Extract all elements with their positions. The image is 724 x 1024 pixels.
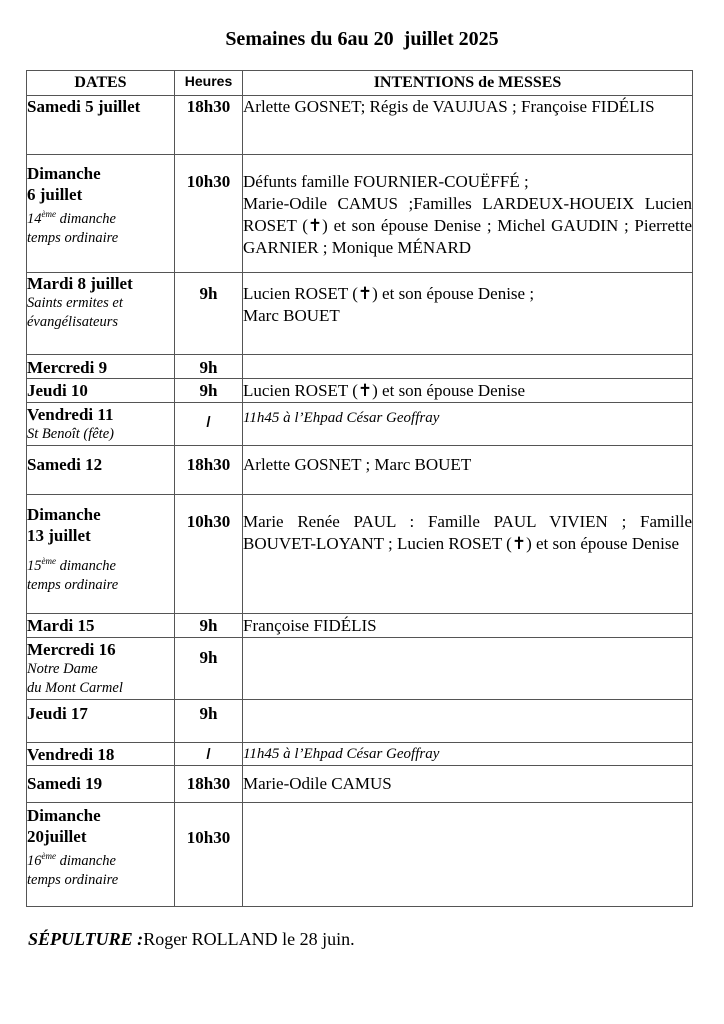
sunday-ordinal: 16 bbox=[27, 852, 42, 869]
intention-cell: Lucien ROSET (✝) et son épouse Denise bbox=[243, 379, 693, 403]
date-label: Dimanche bbox=[27, 505, 101, 524]
intention-cell bbox=[243, 355, 693, 379]
intention-cell: Françoise FIDÉLIS bbox=[243, 614, 693, 638]
hour-cell: 18h30 bbox=[175, 446, 243, 495]
date-label: Dimanche bbox=[27, 806, 101, 825]
liturgical-season: temps ordinaire bbox=[27, 229, 119, 246]
feast-label: Saints ermites et bbox=[27, 295, 123, 311]
date-cell bbox=[27, 273, 175, 355]
liturgical-season: temps ordinaire bbox=[27, 576, 119, 593]
burial-note bbox=[28, 929, 355, 950]
burial-label: SÉPULTURE : bbox=[28, 929, 144, 949]
page-title: Semaines du 6au 20 juillet 2025 bbox=[225, 28, 499, 50]
intention-line: Défunts famille FOURNIER-COUËFFÉ ; bbox=[243, 172, 529, 191]
liturgical-sunday bbox=[27, 552, 174, 576]
sunday-ordinal: 14 bbox=[27, 210, 42, 227]
hour-cell: 18h30 bbox=[175, 96, 243, 155]
date-cell bbox=[27, 155, 175, 273]
table-row bbox=[27, 743, 693, 766]
table-row bbox=[27, 614, 693, 638]
date-label: Jeudi 10 bbox=[27, 381, 88, 400]
date-label: Mardi 15 bbox=[27, 616, 95, 635]
date-cell bbox=[27, 495, 175, 614]
feast-label-2: du Mont Carmel bbox=[27, 680, 123, 696]
date-label-day: 13 juillet bbox=[27, 526, 91, 545]
hour-cell: 9h bbox=[175, 273, 243, 355]
date-cell bbox=[27, 379, 175, 403]
table-row bbox=[27, 766, 693, 803]
intention-cell bbox=[243, 638, 693, 700]
table-row bbox=[27, 700, 693, 743]
intention-cell bbox=[243, 155, 693, 273]
header-dates: DATES bbox=[27, 71, 175, 96]
intention-cell: 11h45 à l’Ehpad César Geoffray bbox=[243, 403, 693, 446]
hour-cell: 9h bbox=[175, 614, 243, 638]
feast-label: St Benoît (fête) bbox=[27, 426, 114, 442]
liturgical-sunday bbox=[27, 205, 174, 229]
ordinal-suffix: ème bbox=[41, 209, 56, 219]
intention-line: Lucien ROSET (✝) et son épouse Denise ; bbox=[243, 284, 535, 303]
table-row bbox=[27, 803, 693, 907]
sunday-text: dimanche bbox=[56, 557, 116, 574]
table-row bbox=[27, 446, 693, 495]
date-label: Samedi 5 juillet bbox=[27, 97, 141, 116]
date-cell bbox=[27, 743, 175, 766]
ordinal-suffix: ème bbox=[41, 556, 56, 566]
table-row bbox=[27, 273, 693, 355]
hour-cell: 9h bbox=[175, 355, 243, 379]
hour-cell: 10h30 bbox=[175, 155, 243, 273]
date-cell bbox=[27, 766, 175, 803]
date-label: Vendredi 11 bbox=[27, 405, 114, 424]
hour-cell: 9h bbox=[175, 379, 243, 403]
intention-cell: Marie Renée PAUL : Famille PAUL VIVIEN ; Famille BOUVET-LOYANT ; Lucien ROSET (✝) et son épouse Denise bbox=[243, 495, 693, 614]
date-cell bbox=[27, 96, 175, 155]
intention-cell bbox=[243, 273, 693, 355]
date-cell bbox=[27, 803, 175, 907]
hour-cell: 18h30 bbox=[175, 766, 243, 803]
table-header-row bbox=[27, 71, 693, 96]
intention-line: Marc BOUET bbox=[243, 306, 340, 325]
mass-intentions-table bbox=[26, 70, 693, 907]
table-row bbox=[27, 355, 693, 379]
intention-cell bbox=[243, 803, 693, 907]
date-cell bbox=[27, 614, 175, 638]
sunday-text: dimanche bbox=[56, 852, 116, 869]
date-label: Samedi 12 bbox=[27, 455, 103, 474]
feast-label-2: évangélisateurs bbox=[27, 314, 119, 330]
hour-cell: 10h30 bbox=[175, 495, 243, 614]
date-label: Vendredi 18 bbox=[27, 745, 115, 764]
hour-cell: 9h bbox=[175, 700, 243, 743]
intention-cell: Arlette GOSNET; Régis de VAUJUAS ; Françoise FIDÉLIS bbox=[243, 96, 693, 155]
date-cell bbox=[27, 446, 175, 495]
intention-cell: 11h45 à l’Ehpad César Geoffray bbox=[243, 743, 693, 766]
date-label-day: 6 juillet bbox=[27, 185, 83, 204]
sunday-text: dimanche bbox=[56, 210, 116, 227]
liturgical-season: temps ordinaire bbox=[27, 871, 119, 888]
table-row bbox=[27, 96, 693, 155]
hour-cell: / bbox=[175, 743, 243, 766]
liturgical-sunday bbox=[27, 847, 174, 871]
intention-cell: Marie-Odile CAMUS bbox=[243, 766, 693, 803]
intention-line: Marie-Odile CAMUS ;Familles LARDEUX-HOUEIX Lucien ROSET (✝) et son épouse Denise ; Michel GAUDIN ; Pierrette GARNIER ; Monique MÉNARD bbox=[243, 194, 692, 257]
date-cell bbox=[27, 700, 175, 743]
date-cell bbox=[27, 403, 175, 446]
date-cell bbox=[27, 355, 175, 379]
sunday-ordinal: 15 bbox=[27, 557, 42, 574]
table-row bbox=[27, 495, 693, 614]
ordinal-suffix: ème bbox=[41, 851, 56, 861]
date-cell bbox=[27, 638, 175, 700]
date-label: Jeudi 17 bbox=[27, 704, 88, 723]
intention-cell: Arlette GOSNET ; Marc BOUET bbox=[243, 446, 693, 495]
table-row bbox=[27, 638, 693, 700]
hour-cell: 9h bbox=[175, 638, 243, 700]
table-row bbox=[27, 379, 693, 403]
header-intentions: INTENTIONS de MESSES bbox=[243, 71, 693, 96]
feast-label: Notre Dame bbox=[27, 661, 98, 677]
header-heures: Heures bbox=[175, 71, 243, 96]
date-label-day: 20juillet bbox=[27, 827, 87, 846]
intention-cell bbox=[243, 700, 693, 743]
hour-cell: / bbox=[175, 403, 243, 446]
table-row bbox=[27, 403, 693, 446]
hour-cell: 10h30 bbox=[175, 803, 243, 907]
table-row bbox=[27, 155, 693, 273]
date-label: Mardi 8 juillet bbox=[27, 274, 133, 293]
date-label: Dimanche bbox=[27, 164, 101, 183]
date-label: Samedi 19 bbox=[27, 774, 103, 793]
date-label: Mercredi 16 bbox=[27, 640, 116, 659]
burial-text: Roger ROLLAND le 28 juin. bbox=[143, 929, 355, 949]
date-label: Mercredi 9 bbox=[27, 358, 108, 377]
